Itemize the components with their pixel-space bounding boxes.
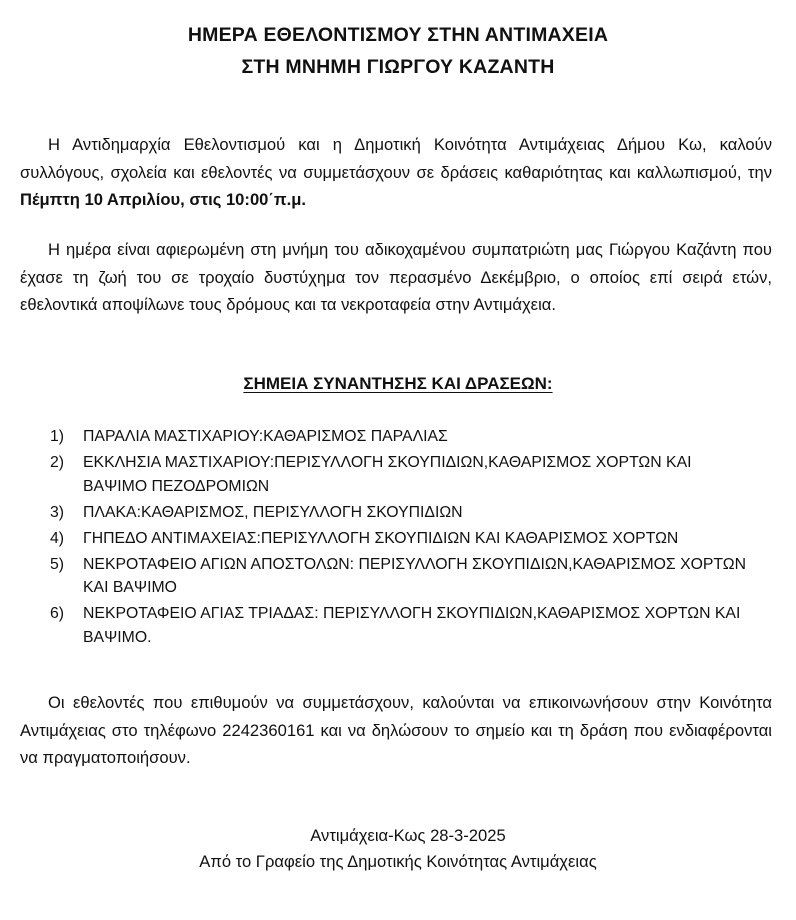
list-item-text: ΠΛΑΚΑ:ΚΑΘΑΡΙΣΜΟΣ, ΠΕΡΙΣΥΛΛΟΓΗ ΣΚΟΥΠΙΔΙΩΝ [83,503,463,521]
list-item-number: 5) [50,555,65,573]
list-item [50,553,750,600]
intro-text: Η Αντιδημαρχία Εθελοντισμού και η Δημοτική Κοινότητα Αντιμάχειας Δήμου Κω, καλούν συλλόγους, σχολεία και εθελοντές να συμμετάσχουν σε δράσεις καθαριότητας και καλλωπισμού, την [20,135,772,182]
title-line-2: ΣΤΗ ΜΝΗΜΗ ΓΙΩΡΓΟΥ ΚΑΖΑΝΤΗ [241,56,555,78]
intro-paragraph [20,131,772,214]
list-item [50,501,750,525]
contact-paragraph: Οι εθελοντές που επιθυμούν να συμμετάσχουν, καλούνται να επικοινωνήσουν στην Κοινότητα Αντιμάχειας στο τηλέφωνο 2242360161 και να δηλώσουν το σημείο και τη δράση που ενδιαφέρονται να πραγματοποιήσουν. [20,693,772,767]
list-item [50,527,750,551]
list-item-number: 1) [50,428,65,445]
list-item-number: 3) [50,503,65,521]
list-item [50,451,750,498]
list-item-number: 2) [50,454,65,471]
list-item-text: ΓΗΠΕΔΟ ΑΝΤΙΜΑΧΕΙΑΣ:ΠΕΡΙΣΥΛΛΟΓΗ ΣΚΟΥΠΙΔΙΩΝ ΚΑΙ ΚΑΘΑΡΙΣΜΟΣ ΧΟΡΤΩΝ [83,529,679,547]
list-item-text: ΕΚΚΛΗΣΙΑ ΜΑΣΤΙΧΑΡΙΟΥ:ΠΕΡΙΣΥΛΛΟΓΗ ΣΚΟΥΠΙΔΙΩΝ,ΚΑΘΑΡΙΣΜΟΣ ΧΟΡΤΩΝ ΚΑΙ ΒΑΨΙΜΟ ΠΕΖΟΔΡΟΜΙΩΝ [83,454,692,495]
list-item-number: 6) [50,605,65,622]
list-item [50,425,750,449]
signature: Από το Γραφείο της Δημοτικής Κοινότητας Αντιμάχειας [199,852,597,871]
list-item-number: 4) [50,529,65,547]
list-item-text: ΠΑΡΑΛΙΑ ΜΑΣΤΙΧΑΡΙΟΥ:ΚΑΘΑΡΙΣΜΟΣ ΠΑΡΑΛΙΑΣ [83,428,448,445]
memorial-paragraph: Η ημέρα είναι αφιερωμένη στη μνήμη του αδικοχαμένου συμπατριώτη μας Γιώργου Καζάντη που έχασε τη ζωή του σε τροχαίο δυστύχημα τον περασμένο Δεκέμβριο, ο οποίος επί σειρά ετών, εθελοντικά αποψίλωνε τους δρόμους και τα νεκροταφεία στην Αντιμάχεια. [20,240,772,314]
list-item-text: ΝΕΚΡΟΤΑΦΕΙΟ ΑΓΙΩΝ ΑΠΟΣΤΟΛΩΝ: ΠΕΡΙΣΥΛΛΟΓΗ ΣΚΟΥΠΙΔΙΩΝ,ΚΑΘΑΡΙΣΜΟΣ ΧΟΡΤΩΝ ΚΑΙ ΒΑΨΙΜΟ [83,555,747,596]
title-line-1: ΗΜΕΡΑ ΕΘΕΛΟΝΤΙΣΜΟΥ ΣΤΗΝ ΑΝΤΙΜΑΧΕΙΑ [187,24,609,46]
locations-list [50,425,750,652]
place-date: Αντιμάχεια-Κως 28-3-2025 [310,826,506,845]
list-item-text: ΝΕΚΡΟΤΑΦΕΙΟ ΑΓΙΑΣ ΤΡΙΑΔΑΣ: ΠΕΡΙΣΥΛΛΟΓΗ ΣΚΟΥΠΙΔΙΩΝ,ΚΑΘΑΡΙΣΜΟΣ ΧΟΡΤΩΝ ΚΑΙ ΒΑΨΙΜΟ. [83,605,741,646]
event-date: Πέμπτη 10 Απριλίου, στις 10:00΄π.μ. [20,190,306,209]
list-item [50,602,750,649]
section-heading: ΣΗΜΕΙΑ ΣΥΝΑΝΤΗΣΗΣ ΚΑΙ ΔΡΑΣΕΩΝ: [243,374,553,393]
